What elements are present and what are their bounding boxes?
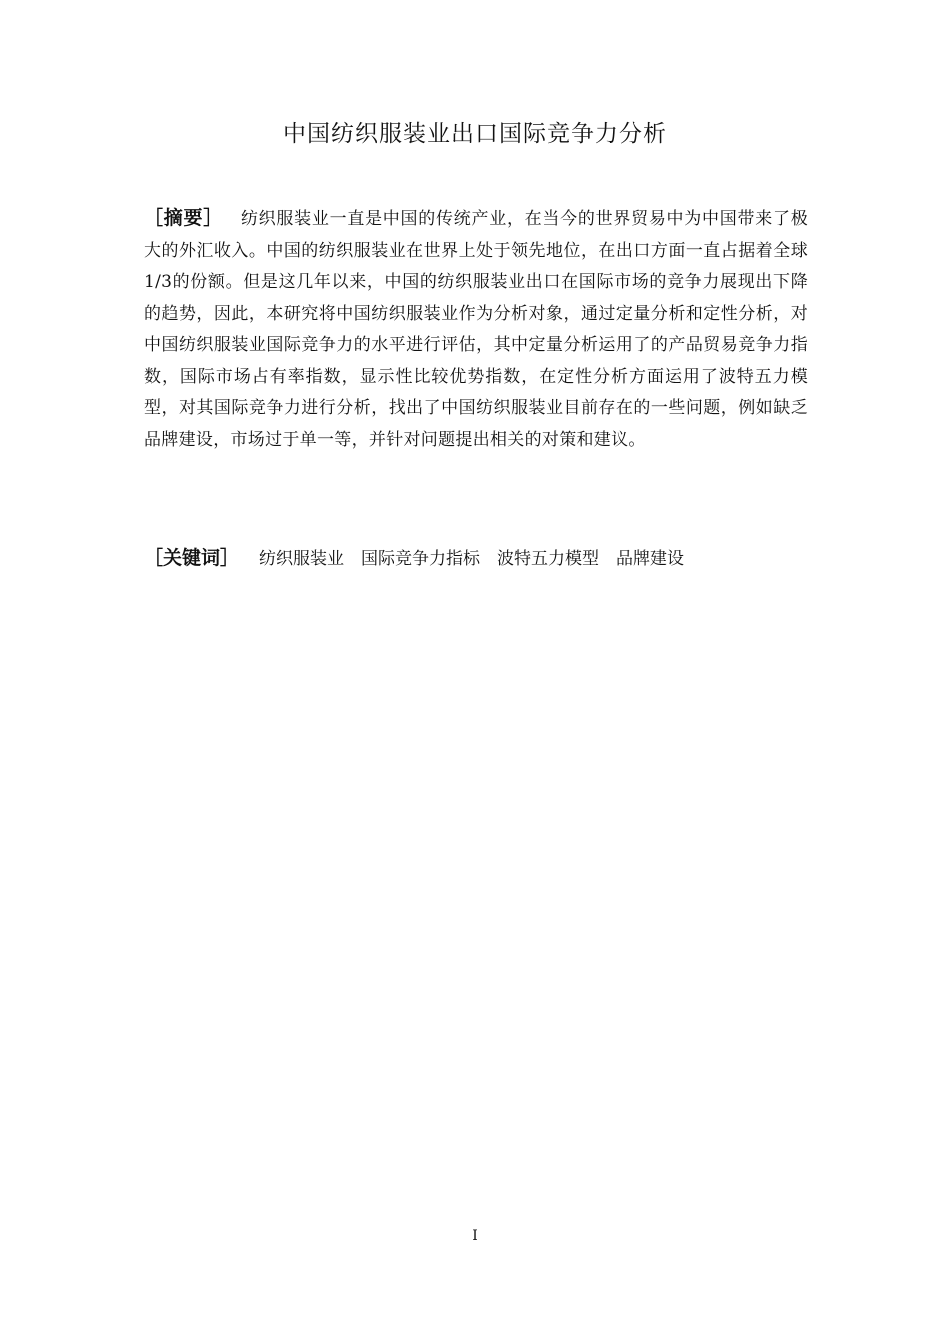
keyword: 品牌建设 <box>616 549 685 569</box>
keywords-label: ［关键词］ <box>144 547 240 569</box>
keyword: 国际竞争力指标 <box>361 549 481 569</box>
keyword: 纺织服装业 <box>259 549 345 569</box>
page-number: I <box>472 1228 478 1244</box>
abstract-label: ［摘要］ <box>144 207 223 229</box>
abstract-text: 纺织服装业一直是中国的传统产业，在当今的世界贸易中为中国带来了极大的外汇收入。中国的纺织服装业在世界上处于领先地位，在出口方面一直占据着全球1/3的份额。但是这几年以来，中国的纺织服装业出口在国际市场的竞争力展现出下降的趋势，因此，本研究将中国纺织服装业作为分析对象，通过定量分析和定性分析，对中国纺织服装业国际竞争力的水平进行评估，其中定量分析运用了的产品贸易竞争力指数，国际市场占有率指数，显示性比较优势指数，在定性分析方面运用了波特五力模型，对其国际竞争力进行分析，找出了中国纺织服装业目前存在的一些问题，例如缺乏品牌建设，市场过于单一等，并针对问题提出相关的对策和建议。 <box>144 209 808 450</box>
keywords-section <box>144 543 808 575</box>
keyword: 波特五力模型 <box>497 549 600 569</box>
document-title: 中国纺织服装业出口国际竞争力分析 <box>283 121 667 147</box>
abstract-section <box>144 203 808 456</box>
